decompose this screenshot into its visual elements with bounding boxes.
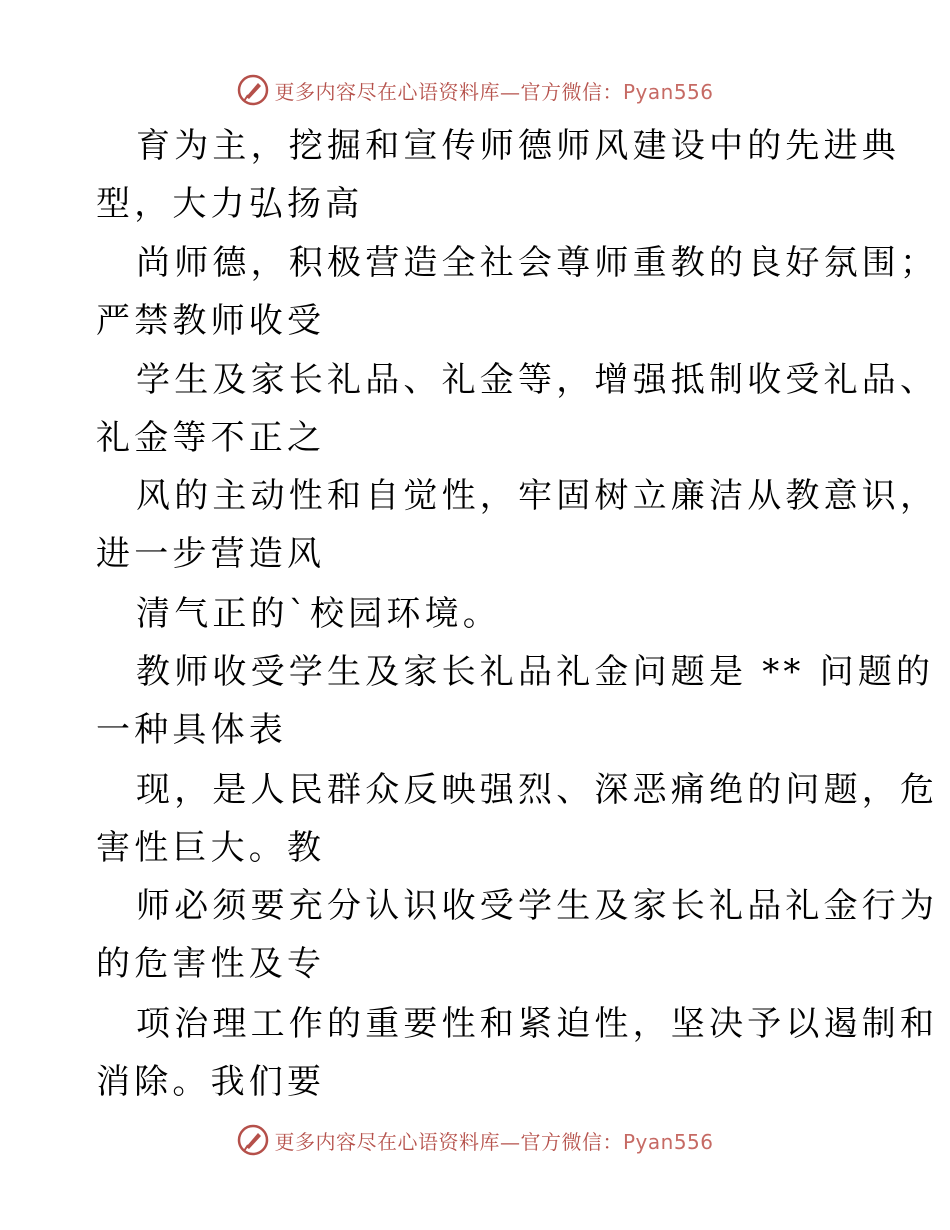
watermark-text: 更多内容尽在心语资料库—官方微信： xyxy=(274,1129,623,1154)
watermark-wechat-id: Pyan556 xyxy=(622,79,714,104)
text-line: 学生及家长礼品、礼金等，增强抵制收受礼品、 xyxy=(136,360,939,400)
text-line: 消除。我们要 xyxy=(96,1062,326,1102)
text-line: 礼金等不正之 xyxy=(96,418,326,458)
text-line: 尚师德，积极营造全社会尊师重教的良好氛围； xyxy=(136,243,939,283)
watermark-wechat-id: Pyan556 xyxy=(622,1129,714,1154)
text-line: 现，是人民群众反映强烈、深恶痛绝的问题，危 xyxy=(136,770,939,810)
text-line: 型，大力弘扬高 xyxy=(96,184,364,224)
text-line: 教师收受学生及家长礼品礼金问题是 ** 问题的 xyxy=(136,652,935,692)
text-line: 育为主，挖掘和宣传师德师风建设中的先进典 xyxy=(136,126,900,166)
footer-watermark xyxy=(0,1118,950,1162)
quill-logo-icon xyxy=(236,1123,270,1157)
watermark-text: 更多内容尽在心语资料库—官方微信： xyxy=(274,79,623,104)
text-line: 严禁教师收受 xyxy=(96,301,326,341)
text-line: 一种具体表 xyxy=(96,710,287,750)
text-line: 的危害性及专 xyxy=(96,944,326,984)
text-line: 项治理工作的重要性和紧迫性，坚决予以遏制和 xyxy=(136,1004,939,1044)
text-line: 清气正的`校园环境。 xyxy=(136,594,501,634)
text-line: 风的主动性和自觉性，牢固树立廉洁从教意识， xyxy=(136,476,939,516)
text-line: 害性巨大。教 xyxy=(96,828,326,868)
text-line: 进一步营造风 xyxy=(96,534,326,574)
text-line: 师必须要充分认识收受学生及家长礼品礼金行为 xyxy=(136,886,939,926)
